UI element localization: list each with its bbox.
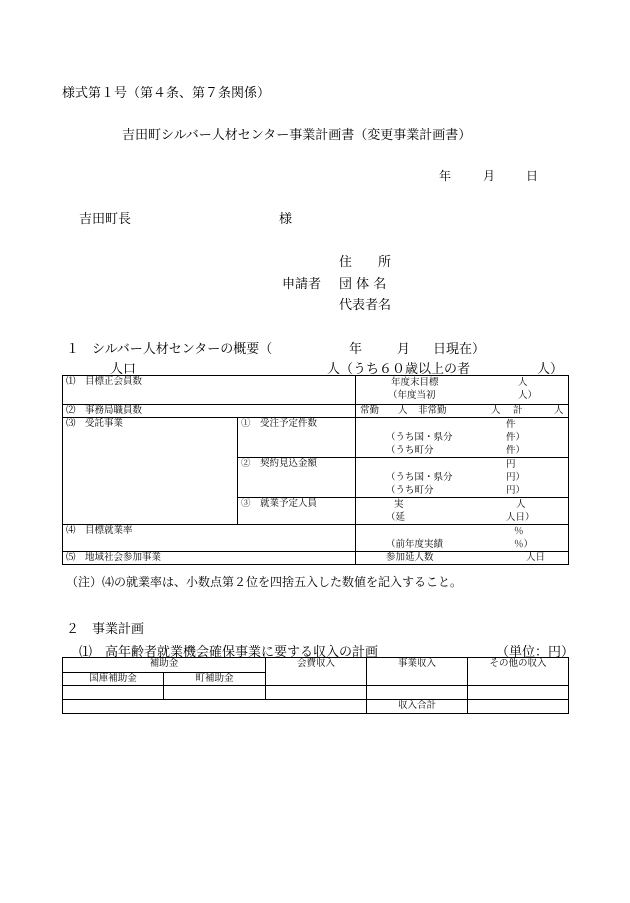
unit: 人 [516, 499, 526, 510]
previous-year-label: （前年度実績 [386, 539, 444, 550]
row-contract-amount-value [356, 458, 569, 498]
year-end-target-label: 年度末目標 [391, 377, 439, 388]
other-income-cell [468, 686, 569, 700]
table-row [63, 525, 569, 552]
unit: 円） [506, 472, 526, 483]
unit-label: （単位：円） [496, 645, 575, 660]
table-row [63, 418, 569, 458]
business-income-header: 事業収入 [367, 658, 468, 686]
unit: 人日） [506, 512, 535, 523]
unit: 件） [506, 445, 526, 456]
form-number: 様式第１号（第４条、第７条関係） [62, 86, 271, 101]
row-orders-label: ① 受注予定件数 [238, 418, 356, 458]
unit: 件 [506, 419, 516, 430]
population-unit: 人（うち６０歳以上の者 [327, 362, 471, 377]
section1-day-suffix: 日現在） [433, 342, 486, 357]
income-total-cell [468, 700, 569, 714]
parttime-label: 非常勤 [418, 405, 447, 416]
row-staff-value [356, 405, 569, 418]
town-subsidy-cell [164, 686, 266, 700]
table-row [63, 405, 569, 418]
row-staff-label: ⑵ 事務局職員数 [63, 405, 356, 418]
fulltime-label: 常勤 [360, 405, 380, 416]
table-row [63, 552, 569, 565]
income-total-label: 収入合計 [367, 700, 468, 714]
blank-cell [63, 700, 367, 714]
row-contract-label: ⑶ 受託事業 [63, 418, 238, 525]
section1-year: 年 [349, 342, 363, 357]
row-workers-label: ③ 就業予定人員 [238, 498, 356, 525]
row-community-label: ⑸ 地域社会参加事業 [63, 552, 356, 565]
unit: 円） [506, 485, 526, 496]
row-employment-rate-value [356, 525, 569, 552]
table-row [63, 686, 569, 700]
addressee: 吉田町長 [79, 212, 132, 227]
row-employment-rate-label: ⑷ 目標就業率 [63, 525, 356, 552]
section1-month: 月 [397, 342, 411, 357]
national-subsidy-header: 国庫補助金 [63, 673, 164, 686]
national-subsidy-cell [63, 686, 164, 700]
subsidy-header: 補助金 [63, 658, 266, 673]
unit: ％ [514, 526, 524, 537]
date-day-label: 日 [526, 169, 539, 183]
applicant-label: 申請者 [282, 277, 322, 292]
population-label: 人口 [110, 362, 137, 377]
income-plan-table [62, 657, 569, 714]
section2-subheading: ⑴ 高年齢者就業機会確保事業に要する収入の計画 [79, 645, 379, 660]
other-income-header: その他の収入 [468, 658, 569, 686]
row-workers-value [356, 498, 569, 525]
unit: 人 [518, 377, 528, 388]
date-year-label: 年 [439, 169, 452, 183]
table-row [63, 700, 569, 714]
date-month-label: 月 [483, 169, 496, 183]
unit: 人 [398, 405, 408, 416]
town-label: （うち町分 [386, 485, 434, 496]
table-row [63, 658, 569, 673]
honorific: 様 [279, 212, 293, 227]
national-prefecture-label: （うち国・県分 [386, 472, 453, 483]
overview-table [62, 375, 569, 565]
unit: ％） [514, 539, 534, 550]
town-subsidy-header: 町補助金 [164, 673, 266, 686]
note: （注）⑷の就業率は、小数点第２位を四捨五入した数値を記入すること。 [66, 575, 463, 589]
business-income-cell [367, 686, 468, 700]
population-unit-close: 人） [537, 362, 564, 377]
row-contract-amount-label: ② 契約見込金額 [238, 458, 356, 498]
document-title: 吉田町シルバー人材センター事業計画書（変更事業計画書） [122, 128, 472, 143]
total-label: 計 [513, 405, 523, 416]
organization-label: 団 体 名 [339, 277, 387, 292]
fee-income-cell [266, 686, 367, 700]
year-start-label: （年度当初 [388, 390, 436, 401]
unit: 人 [491, 405, 501, 416]
participants-label: 参加延人数 [386, 552, 434, 563]
national-prefecture-label: （うち国・県分 [386, 432, 453, 443]
representative-label: 代表者名 [339, 298, 392, 313]
actual-label: 実 [394, 499, 404, 510]
fee-income-header: 会費収入 [266, 658, 367, 686]
unit: 人 [554, 405, 564, 416]
row-community-value [356, 552, 569, 565]
row-orders-value [356, 418, 569, 458]
row-target-members-label: ⑴ 目標正会員数 [63, 376, 356, 405]
unit: 円 [506, 459, 516, 470]
row-target-members-value [356, 376, 569, 405]
unit: 件） [506, 432, 526, 443]
address-label: 住 所 [339, 255, 392, 270]
section2-heading: ２ 事業計画 [66, 622, 145, 637]
table-row [63, 376, 569, 405]
unit: 人日 [526, 552, 546, 563]
cumulative-label: （延 [386, 512, 406, 523]
unit: 人） [518, 390, 538, 401]
town-label: （うち町分 [386, 445, 434, 456]
section1-heading: １ シルバー人材センターの概要（ [66, 342, 273, 357]
